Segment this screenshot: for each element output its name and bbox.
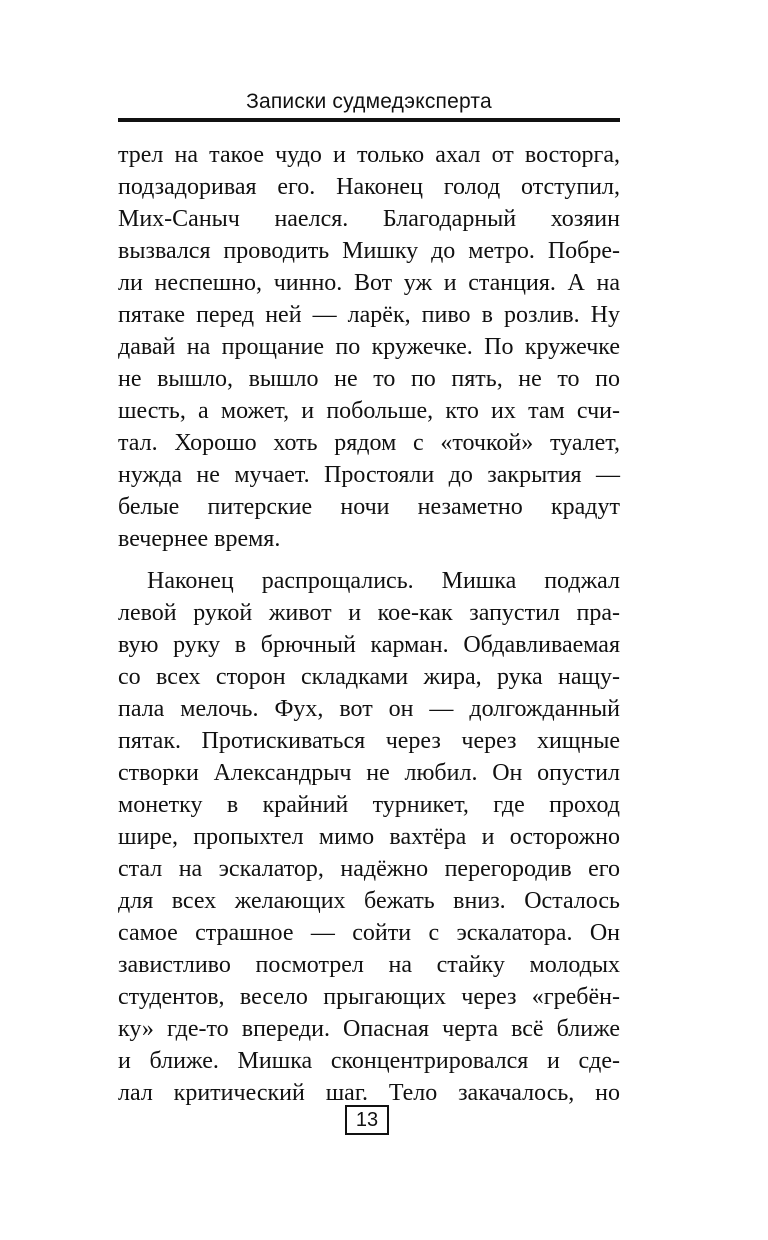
- paragraph-spacer: [118, 555, 620, 565]
- text-line: для всех желающих бежать вниз. Осталось: [118, 888, 620, 914]
- paragraph: [118, 139, 620, 555]
- body-text: [118, 139, 620, 1109]
- text-line: нужда не мучает. Простояли до закрытия —: [118, 462, 620, 488]
- text-line: давай на прощание по кружечке. По кружечке: [118, 334, 620, 360]
- header-rule: [118, 118, 620, 122]
- text-line: самое страшное — сойти с эскалатора. Он: [118, 920, 620, 946]
- text-line: ку» где-то впереди. Опасная черта всё ближе: [118, 1016, 620, 1042]
- text-line: белые питерские ночи незаметно крадут: [118, 494, 620, 520]
- page-number: 13: [345, 1105, 389, 1135]
- text-line: вую руку в брючный карман. Обдавливаемая: [118, 632, 620, 658]
- text-line: Наконец распрощались. Мишка поджал: [147, 568, 620, 594]
- text-line: вечернее время.: [118, 526, 281, 552]
- text-line: ли неспешно, чинно. Вот уж и станция. А на: [118, 270, 620, 296]
- text-line: завистливо посмотрел на стайку молодых: [118, 952, 620, 978]
- text-line: лал критический шаг. Тело закачалось, но: [118, 1080, 620, 1106]
- text-line: не вышло, вышло не то по пять, не то по: [118, 366, 620, 392]
- text-line: стал на эскалатор, надёжно перегородив его: [118, 856, 620, 882]
- running-head: Записки судмедэксперта: [246, 90, 492, 113]
- text-line: пятак. Протискиваться через через хищные: [118, 728, 620, 754]
- paragraph: [118, 565, 620, 1109]
- text-line: студентов, весело прыгающих через «гребён-: [118, 984, 620, 1010]
- text-line: Мих-Саныч наелся. Благодарный хозяин: [118, 206, 620, 232]
- text-line: пятаке перед ней — ларёк, пиво в розлив. Ну: [118, 302, 620, 328]
- text-line: монетку в крайний турникет, где проход: [118, 792, 620, 818]
- text-line: со всех сторон складками жира, рука нащу-: [118, 664, 620, 690]
- text-line: шесть, а может, и побольше, кто их там счи-: [118, 398, 620, 424]
- text-line: трел на такое чудо и только ахал от восторга,: [118, 142, 620, 168]
- text-line: тал. Хорошо хоть рядом с «точкой» туалет,: [118, 430, 620, 456]
- text-line: створки Александрыч не любил. Он опустил: [118, 760, 620, 786]
- text-line: пала мелочь. Фух, вот он — долгожданный: [118, 696, 620, 722]
- text-line: подзадоривая его. Наконец голод отступил,: [118, 174, 620, 200]
- text-line: левой рукой живот и кое-как запустил пра-: [118, 600, 620, 626]
- text-line: шире, пропыхтел мимо вахтёра и осторожно: [118, 824, 620, 850]
- text-line: вызвался проводить Мишку до метро. Побре-: [118, 238, 620, 264]
- text-line: и ближе. Мишка сконцентрировался и сде-: [118, 1048, 620, 1074]
